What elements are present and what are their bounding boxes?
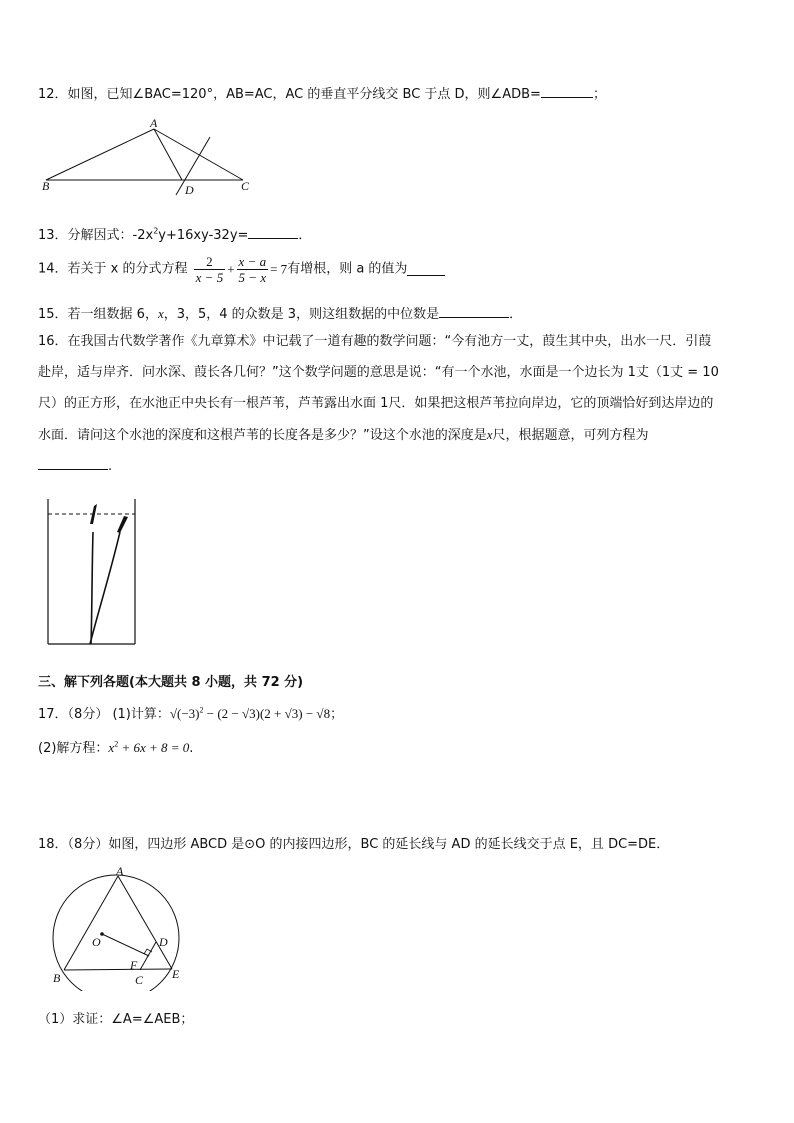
q15-answer-blank[interactable] — [439, 305, 509, 318]
section-3-heading: 三、解下列各题(本大题共 8 小题，共 72 分) — [38, 675, 304, 690]
q13-text-b: y+16xy-32y= — [158, 228, 249, 243]
q12-label-c: C — [241, 179, 250, 193]
q13-number: 13． — [38, 228, 68, 243]
q17-expr-sup: 2 — [199, 705, 204, 715]
q17-eq-sup: 2 — [114, 739, 119, 749]
q18-number: 18． — [38, 837, 68, 852]
segment-ab — [64, 876, 118, 970]
q16-line-2: 赴岸，适与岸齐．问水深、葭长各几何？”这个数学问题的意思是说：“有一个水池，水面是一个边长为 1丈（1丈 = 10 — [38, 365, 719, 380]
q12-segment-ab — [46, 129, 154, 180]
q17-part-1-expression — [170, 706, 330, 721]
q18-label-a: A — [116, 866, 124, 878]
q18-label-f: F — [130, 958, 138, 972]
q16-number: 16． — [38, 334, 68, 349]
q16-text-4a: 水面．请问这个水池的深度和这根芦苇的长度各是多少？”设这个水池的深度是 — [38, 428, 487, 443]
q14-stem — [38, 254, 445, 285]
q14-fraction-2-denominator: 5 − x — [238, 270, 267, 285]
segment-of — [102, 934, 149, 956]
segment-ae — [118, 876, 172, 969]
q12-number: 12． — [38, 87, 68, 102]
q12-label-d: D — [185, 183, 194, 197]
q14-fraction-1-denominator: x − 5 — [195, 270, 224, 285]
q18-circle-figure — [44, 866, 194, 991]
q16-answer-blank[interactable] — [38, 457, 108, 470]
q17-part-1-tail: ； — [330, 707, 344, 722]
q13-tail: ． — [298, 228, 312, 243]
q18-label-b: B — [53, 971, 61, 985]
q14-fraction-2 — [237, 254, 269, 285]
q17-part-1 — [38, 703, 343, 722]
q18-score: （8分） — [67, 837, 109, 852]
q17-number: 17． — [38, 707, 68, 722]
q16-line-4 — [38, 419, 756, 451]
q16-text-4b: 尺，根据题意，可列方程为 — [492, 428, 649, 443]
q12-label-b: B — [42, 179, 50, 193]
q15-variable: x — [157, 306, 164, 321]
q14-text-a: 若关于 x 的分式方程 — [67, 261, 188, 277]
reed-upright — [91, 532, 93, 644]
q16-variable: x — [486, 427, 493, 442]
q14-plus: + — [227, 261, 235, 277]
right-angle-mark — [144, 949, 152, 954]
q18-text: 如图，四边形 ABCD 是⊙O 的内接四边形，BC 的延长线与 AD 的延长线交于点 E，且 DC=DE． — [108, 837, 670, 852]
q16-line-5 — [38, 451, 756, 482]
q18-stem — [38, 833, 669, 852]
segment-be — [64, 969, 172, 970]
q16-tail: . — [108, 459, 113, 474]
q16-stem — [38, 326, 756, 482]
q18-label-e: E — [172, 967, 180, 981]
q17-expr-b: − (2 − √3)(2 + √3) − √8 — [203, 706, 331, 721]
reed-tilted — [90, 532, 120, 644]
q14-answer-blank[interactable] — [407, 263, 445, 276]
q13-stem — [38, 224, 311, 243]
q12-answer-blank[interactable] — [541, 85, 593, 98]
q12-text: 如图，已知∠BAC=120°，AB=AC，AC 的垂直平分线交 BC 于点 D，则∠ADB= — [67, 87, 541, 102]
q17-part-2-label: (2)解方程： — [38, 741, 109, 756]
q16-pond-figure — [44, 494, 140, 649]
q17-expr-a: √(−3) — [169, 706, 200, 721]
q16-line-3: 尺）的正方形，在水池正中央长有一根芦苇，芦苇露出水面 1尺．如果把这根芦苇拉向岸边，它的顶端恰好到达岸边的 — [38, 396, 714, 411]
q13-exponent: 2 — [153, 226, 159, 236]
q15-text-a: 若一组数据 6， — [67, 307, 158, 322]
q15-stem — [38, 303, 522, 322]
q12-figure — [38, 115, 268, 200]
q14-text-b: 有增根，则 a 的值为 — [287, 261, 408, 277]
q17-part-2-expression — [108, 740, 189, 755]
q17-part-2 — [38, 737, 193, 756]
q13-text-a: 分解因式：-2x — [67, 228, 154, 243]
q14-fraction-1 — [194, 254, 226, 285]
q13-answer-blank[interactable] — [248, 226, 298, 239]
q14-fraction-2-numerator: x − a — [238, 254, 267, 269]
q18-subquestion-1: （1）求证：∠A=∠AEB； — [38, 1012, 194, 1027]
q18-label-c: C — [135, 973, 144, 987]
q16-text-1: 在我国古代数学著作《九章算术》中记载了一道有趣的数学问题：“今有池方一丈，葭生其中央，出水一尺．引葭 — [67, 334, 712, 349]
q14-equals: = 7 — [270, 261, 288, 277]
reed-tilted-head — [117, 516, 128, 533]
q15-tail: ． — [509, 307, 523, 322]
q17-score: （8分） — [67, 707, 109, 722]
q16-line-1 — [38, 326, 756, 357]
q12-label-a: A — [150, 116, 158, 130]
q18-label-d: D — [159, 935, 168, 949]
circle-o — [53, 875, 179, 991]
q15-number: 15． — [38, 307, 68, 322]
q12-stem — [38, 83, 606, 102]
q15-text-b: ，3，5，4 的众数是 3，则这组数据的中位数是 — [163, 307, 440, 322]
q14-fraction-1-numerator: 2 — [194, 254, 226, 270]
q17-eq-b: + 6x + 8 = 0 — [118, 740, 190, 755]
q12-tail: ； — [592, 87, 606, 102]
q18-label-o: O — [92, 935, 101, 949]
q12-segment-ac — [154, 129, 243, 180]
q17-part-1-label: (1)计算： — [112, 707, 170, 722]
q17-part-2-tail: . — [189, 741, 194, 756]
q14-number: 14． — [38, 261, 68, 277]
q17-eq-a: x — [108, 740, 115, 755]
